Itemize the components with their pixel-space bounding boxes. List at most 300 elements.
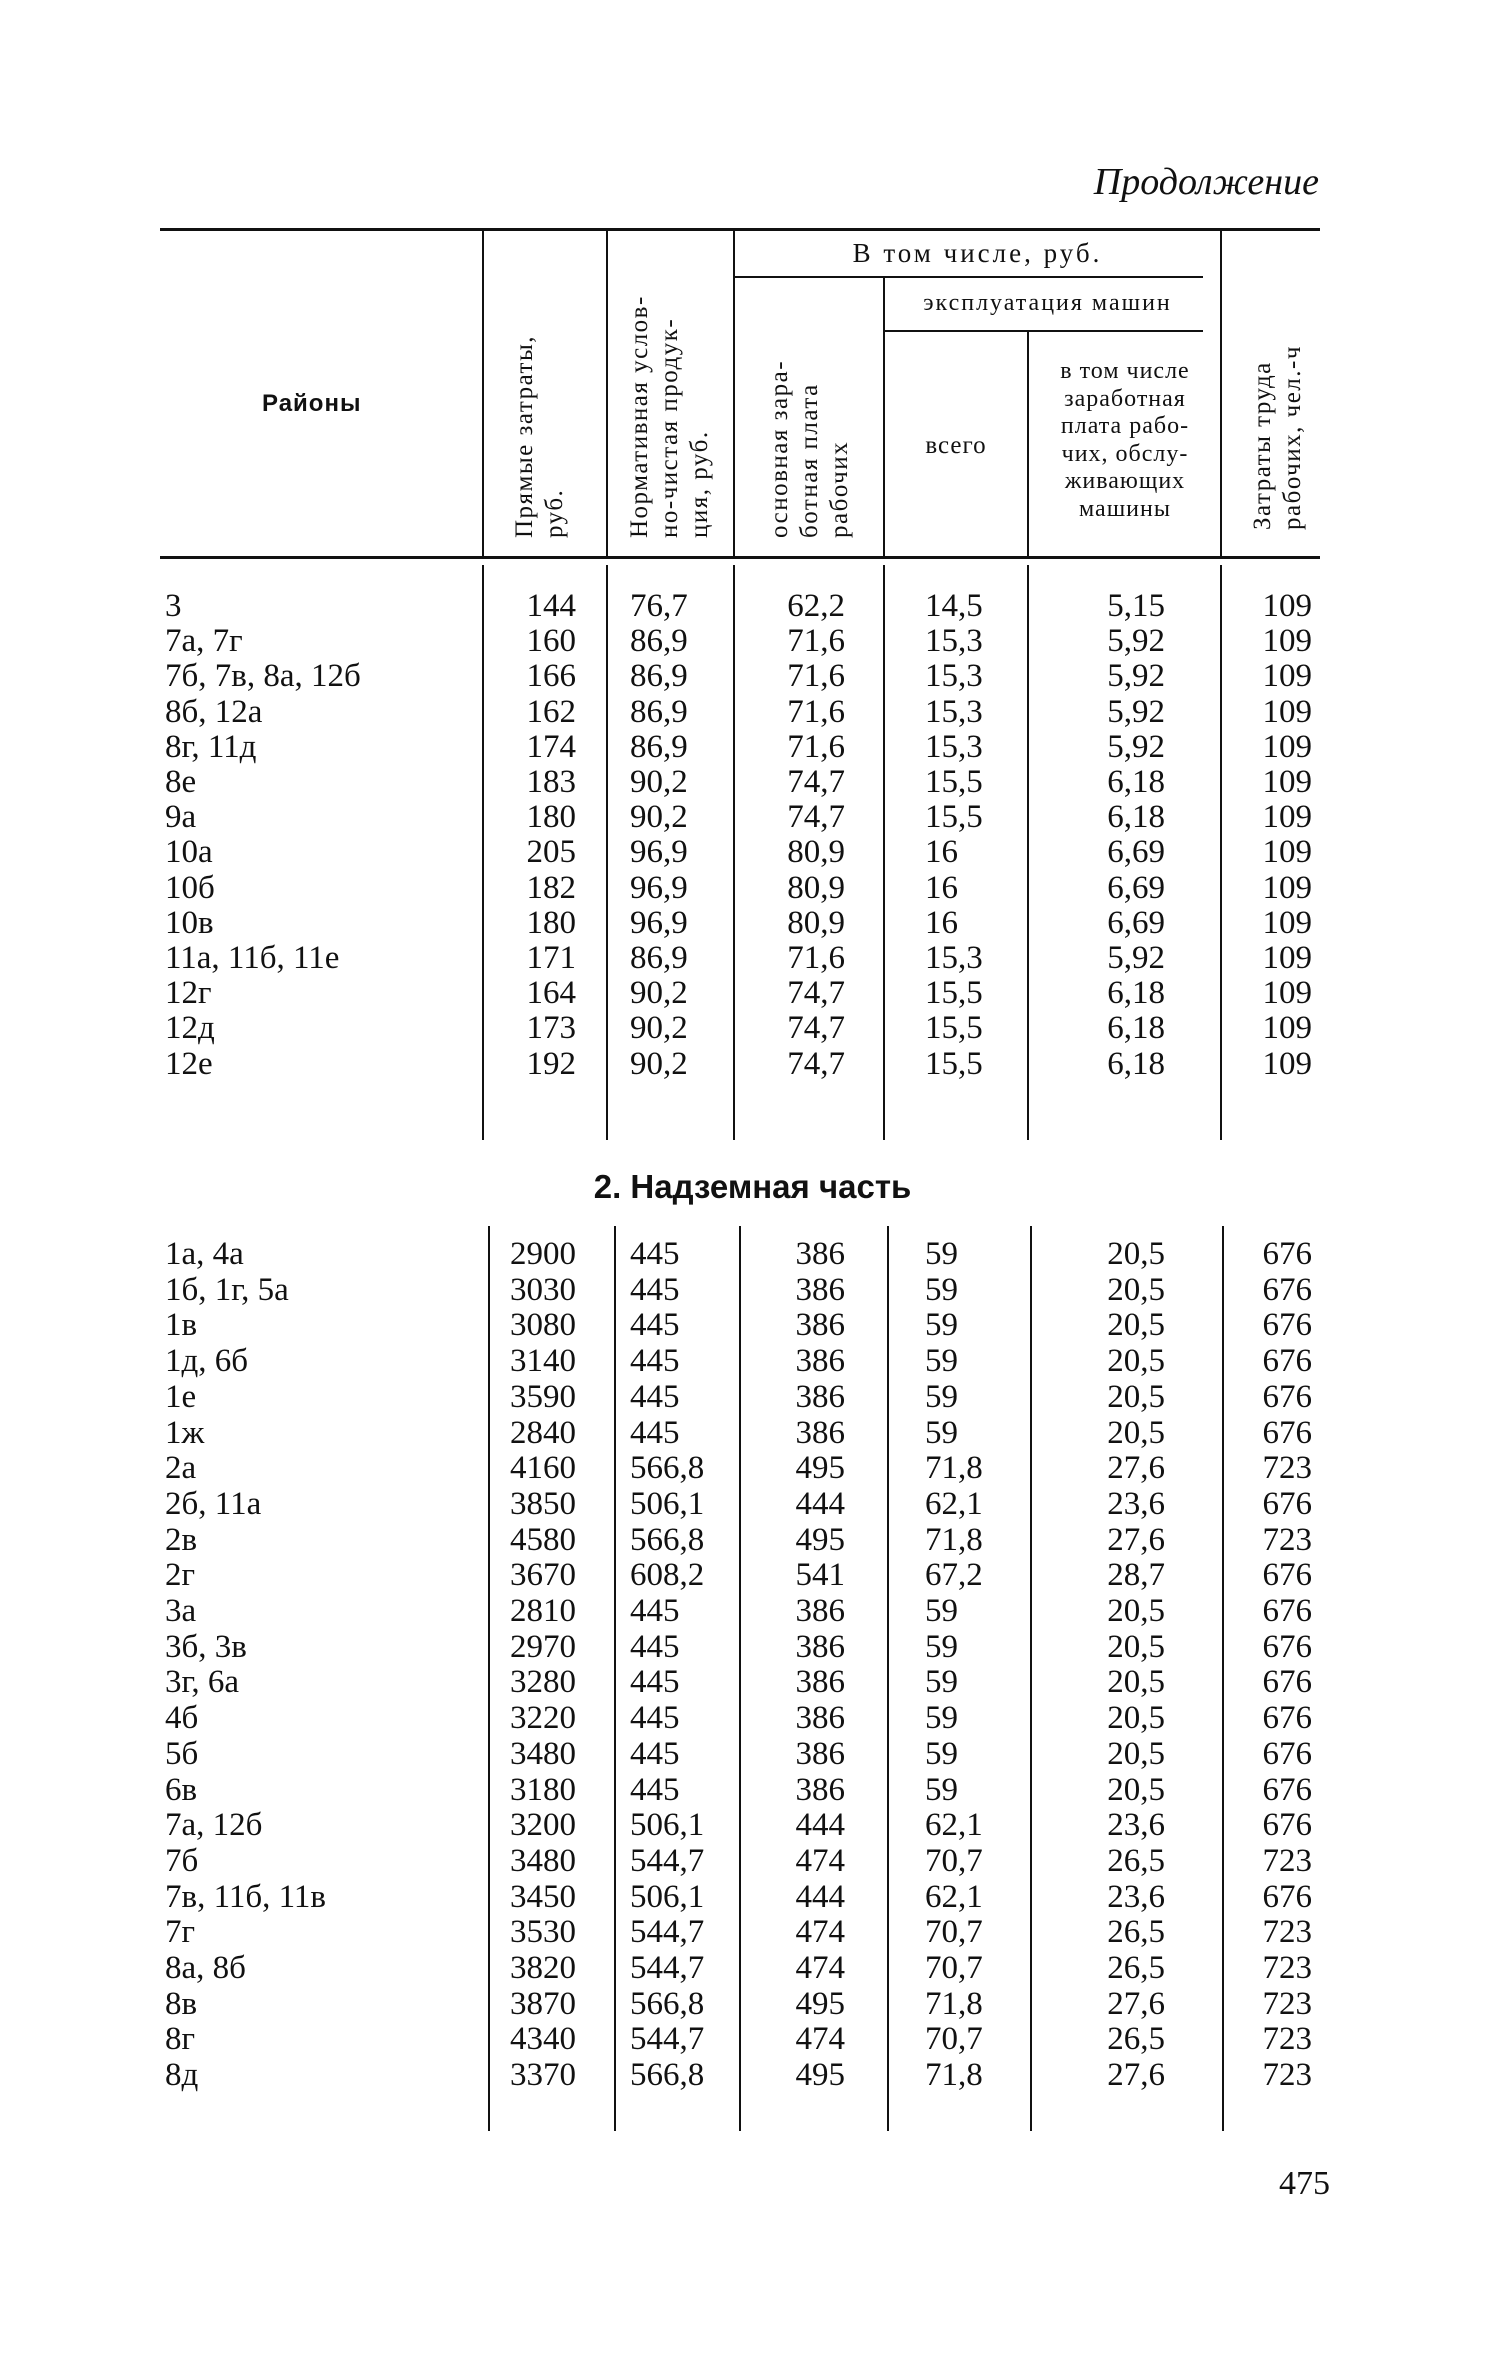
direct-costs-cell: 3820 bbox=[510, 1950, 576, 1986]
machine-total-cell: 59 bbox=[925, 1414, 958, 1451]
operator-wage-cell: 27,6 bbox=[1107, 1521, 1165, 1558]
labor-costs-cell: 109 bbox=[1262, 623, 1312, 660]
operator-wage-cell: 26,5 bbox=[1107, 1950, 1165, 1986]
base-wage-cell: 386 bbox=[795, 1378, 845, 1415]
direct-costs-cell: 3220 bbox=[510, 1700, 576, 1737]
direct-costs-cell: 3370 bbox=[510, 2057, 576, 2094]
direct-costs-cell: 162 bbox=[526, 693, 576, 730]
direct-costs-cell: 182 bbox=[526, 869, 576, 906]
base-wage-cell: 74,7 bbox=[787, 1010, 845, 1047]
normative-output-cell: 445 bbox=[630, 1664, 680, 1701]
normative-output-cell: 445 bbox=[630, 1271, 680, 1308]
labor-costs-cell: 676 bbox=[1262, 1878, 1312, 1915]
labor-costs-cell: 109 bbox=[1262, 764, 1312, 800]
region-cell: 1б, 1г, 5а bbox=[165, 1271, 289, 1308]
region-cell: 7б bbox=[165, 1842, 199, 1879]
base-wage-cell: 74,7 bbox=[787, 764, 845, 800]
operator-wage-cell: 23,6 bbox=[1107, 1878, 1165, 1915]
region-cell: 12д bbox=[165, 1010, 215, 1047]
table-row bbox=[0, 1808, 1505, 1843]
normative-output-cell: 544,7 bbox=[630, 1914, 705, 1951]
table-row bbox=[0, 1558, 1505, 1593]
machine-total-cell: 16 bbox=[925, 834, 958, 871]
labor-costs-cell: 109 bbox=[1262, 799, 1312, 836]
normative-output-cell: 445 bbox=[630, 1593, 680, 1629]
labor-costs-cell: 723 bbox=[1262, 2057, 1312, 2094]
machine-total-cell: 59 bbox=[925, 1735, 958, 1772]
normative-output-cell: 96,9 bbox=[630, 834, 688, 871]
header-base-wage: основная зара- ботная плата рабочих bbox=[766, 359, 853, 538]
region-cell: 10в bbox=[165, 904, 214, 941]
machine-total-cell: 15,3 bbox=[925, 728, 983, 765]
base-wage-cell: 444 bbox=[795, 1807, 845, 1844]
operator-wage-cell: 5,92 bbox=[1107, 658, 1165, 695]
region-cell: 11а, 11б, 11е bbox=[165, 940, 340, 976]
operator-wage-cell: 5,92 bbox=[1107, 728, 1165, 765]
base-wage-cell: 386 bbox=[795, 1735, 845, 1772]
direct-costs-cell: 3590 bbox=[510, 1378, 576, 1415]
region-cell: 10а bbox=[165, 834, 213, 871]
table-row bbox=[0, 1523, 1505, 1558]
region-cell: 1е bbox=[165, 1378, 197, 1415]
table-row bbox=[0, 871, 1505, 906]
labor-costs-cell: 723 bbox=[1262, 2021, 1312, 2058]
labor-costs-cell: 676 bbox=[1262, 1664, 1312, 1701]
direct-costs-cell: 4580 bbox=[510, 1521, 576, 1558]
labor-costs-cell: 109 bbox=[1262, 1010, 1312, 1047]
direct-costs-cell: 3200 bbox=[510, 1807, 576, 1844]
normative-output-cell: 86,9 bbox=[630, 940, 688, 976]
machine-total-cell: 15,3 bbox=[925, 623, 983, 660]
region-cell: 8г bbox=[165, 2021, 196, 2058]
labor-costs-cell: 676 bbox=[1262, 1485, 1312, 1522]
normative-output-cell: 566,8 bbox=[630, 1985, 705, 2022]
header-regions: Районы bbox=[262, 390, 362, 417]
base-wage-cell: 71,6 bbox=[787, 728, 845, 765]
base-wage-cell: 386 bbox=[795, 1700, 845, 1737]
labor-costs-cell: 109 bbox=[1262, 904, 1312, 941]
machine-total-cell: 62,1 bbox=[925, 1878, 983, 1915]
normative-output-cell: 445 bbox=[630, 1628, 680, 1665]
normative-output-cell: 445 bbox=[630, 1236, 680, 1272]
labor-costs-cell: 109 bbox=[1262, 834, 1312, 871]
table-row bbox=[0, 2022, 1505, 2057]
operator-wage-cell: 6,69 bbox=[1107, 834, 1165, 871]
header-bottom-rule bbox=[160, 556, 1320, 559]
table-row bbox=[0, 906, 1505, 941]
machine-total-cell: 59 bbox=[925, 1593, 958, 1629]
machine-total-cell: 15,5 bbox=[925, 1010, 983, 1047]
labor-costs-cell: 109 bbox=[1262, 658, 1312, 695]
operator-wage-cell: 6,18 bbox=[1107, 764, 1165, 800]
table-row bbox=[0, 695, 1505, 730]
base-wage-cell: 444 bbox=[795, 1878, 845, 1915]
direct-costs-cell: 2900 bbox=[510, 1236, 576, 1272]
direct-costs-cell: 3280 bbox=[510, 1664, 576, 1701]
region-cell: 12е bbox=[165, 1045, 213, 1082]
direct-costs-cell: 164 bbox=[526, 975, 576, 1012]
direct-costs-cell: 3030 bbox=[510, 1271, 576, 1308]
base-wage-cell: 495 bbox=[795, 1450, 845, 1487]
base-wage-cell: 495 bbox=[795, 1985, 845, 2022]
table-row bbox=[0, 1594, 1505, 1629]
machine-total-cell: 14,5 bbox=[925, 588, 983, 624]
region-cell: 9а bbox=[165, 799, 197, 836]
direct-costs-cell: 192 bbox=[526, 1045, 576, 1082]
base-wage-cell: 386 bbox=[795, 1236, 845, 1272]
table-row bbox=[0, 730, 1505, 765]
normative-output-cell: 506,1 bbox=[630, 1878, 705, 1915]
direct-costs-cell: 3140 bbox=[510, 1343, 576, 1380]
base-wage-cell: 386 bbox=[795, 1414, 845, 1451]
operator-wage-cell: 20,5 bbox=[1107, 1307, 1165, 1344]
machine-total-cell: 59 bbox=[925, 1236, 958, 1272]
normative-output-cell: 86,9 bbox=[630, 728, 688, 765]
operator-wage-cell: 20,5 bbox=[1107, 1628, 1165, 1665]
table-row bbox=[0, 1416, 1505, 1451]
region-cell: 8г, 11д bbox=[165, 728, 257, 765]
machine-total-cell: 15,5 bbox=[925, 764, 983, 800]
normative-output-cell: 90,2 bbox=[630, 1010, 688, 1047]
region-cell: 3г, 6а bbox=[165, 1664, 239, 1701]
normative-output-cell: 90,2 bbox=[630, 975, 688, 1012]
operator-wage-cell: 5,15 bbox=[1107, 588, 1165, 624]
operator-wage-cell: 23,6 bbox=[1107, 1807, 1165, 1844]
region-cell: 3б, 3в bbox=[165, 1628, 247, 1665]
region-cell: 7а, 7г bbox=[165, 623, 243, 660]
operator-wage-cell: 20,5 bbox=[1107, 1271, 1165, 1308]
header-direct-costs: Прямые затраты, руб. bbox=[511, 335, 568, 538]
table-row bbox=[0, 800, 1505, 835]
direct-costs-cell: 160 bbox=[526, 623, 576, 660]
normative-output-cell: 445 bbox=[630, 1343, 680, 1380]
labor-costs-cell: 109 bbox=[1262, 728, 1312, 765]
machine-total-cell: 15,5 bbox=[925, 1045, 983, 1082]
table-row bbox=[0, 1047, 1505, 1082]
table-row bbox=[0, 1737, 1505, 1772]
region-cell: 5б bbox=[165, 1735, 199, 1772]
operator-wage-cell: 6,18 bbox=[1107, 1010, 1165, 1047]
region-cell: 7б, 7в, 8а, 12б bbox=[165, 658, 361, 695]
machine-total-cell: 15,5 bbox=[925, 799, 983, 836]
base-wage-cell: 386 bbox=[795, 1628, 845, 1665]
header-total: всего bbox=[925, 432, 987, 459]
table-row bbox=[0, 835, 1505, 870]
base-wage-cell: 386 bbox=[795, 1307, 845, 1344]
normative-output-cell: 90,2 bbox=[630, 799, 688, 836]
direct-costs-cell: 3180 bbox=[510, 1771, 576, 1808]
table-row bbox=[0, 1237, 1505, 1272]
operator-wage-cell: 5,92 bbox=[1107, 623, 1165, 660]
table-row bbox=[0, 1630, 1505, 1665]
machine-total-cell: 67,2 bbox=[925, 1557, 983, 1594]
region-cell: 3 bbox=[165, 588, 182, 624]
normative-output-cell: 506,1 bbox=[630, 1807, 705, 1844]
labor-costs-cell: 676 bbox=[1262, 1807, 1312, 1844]
region-cell: 10б bbox=[165, 869, 215, 906]
header-vline-6 bbox=[1220, 230, 1222, 558]
operator-wage-cell: 6,18 bbox=[1107, 1045, 1165, 1082]
direct-costs-cell: 171 bbox=[526, 940, 576, 976]
base-wage-cell: 71,6 bbox=[787, 693, 845, 730]
page-number: 475 bbox=[1279, 2165, 1330, 2202]
header-normative-output: Нормативная услов- но-чистая продук- ция, руб. bbox=[626, 295, 713, 538]
region-cell: 7в, 11б, 11в bbox=[165, 1878, 327, 1915]
labor-costs-cell: 723 bbox=[1262, 1914, 1312, 1951]
labor-costs-cell: 723 bbox=[1262, 1521, 1312, 1558]
header-including: В том числе, руб. bbox=[852, 238, 1103, 268]
table-row bbox=[0, 1344, 1505, 1379]
region-cell: 2б, 11а bbox=[165, 1485, 262, 1522]
operator-wage-cell: 6,69 bbox=[1107, 904, 1165, 941]
base-wage-cell: 71,6 bbox=[787, 940, 845, 976]
region-cell: 7г bbox=[165, 1914, 196, 1951]
operator-wage-cell: 26,5 bbox=[1107, 1914, 1165, 1951]
base-wage-cell: 71,6 bbox=[787, 623, 845, 660]
direct-costs-cell: 183 bbox=[526, 764, 576, 800]
normative-output-cell: 608,2 bbox=[630, 1557, 705, 1594]
machine-total-cell: 59 bbox=[925, 1664, 958, 1701]
direct-costs-cell: 3480 bbox=[510, 1735, 576, 1772]
table-row bbox=[0, 976, 1505, 1011]
base-wage-cell: 80,9 bbox=[787, 834, 845, 871]
labor-costs-cell: 676 bbox=[1262, 1735, 1312, 1772]
table-row bbox=[0, 2058, 1505, 2093]
operator-wage-cell: 20,5 bbox=[1107, 1700, 1165, 1737]
labor-costs-cell: 676 bbox=[1262, 1771, 1312, 1808]
region-cell: 1в bbox=[165, 1307, 198, 1344]
labor-costs-cell: 109 bbox=[1262, 975, 1312, 1012]
region-cell: 2а bbox=[165, 1450, 197, 1487]
base-wage-cell: 74,7 bbox=[787, 799, 845, 836]
direct-costs-cell: 173 bbox=[526, 1010, 576, 1047]
labor-costs-cell: 109 bbox=[1262, 693, 1312, 730]
region-cell: 2г bbox=[165, 1557, 196, 1594]
labor-costs-cell: 676 bbox=[1262, 1236, 1312, 1272]
labor-costs-cell: 109 bbox=[1262, 588, 1312, 624]
region-cell: 8д bbox=[165, 2057, 199, 2094]
table-row bbox=[0, 1880, 1505, 1915]
operator-wage-cell: 20,5 bbox=[1107, 1593, 1165, 1629]
direct-costs-cell: 205 bbox=[526, 834, 576, 871]
region-cell: 8е bbox=[165, 764, 197, 800]
labor-costs-cell: 109 bbox=[1262, 940, 1312, 976]
normative-output-cell: 96,9 bbox=[630, 869, 688, 906]
labor-costs-cell: 723 bbox=[1262, 1985, 1312, 2022]
direct-costs-cell: 3850 bbox=[510, 1485, 576, 1522]
machine-total-cell: 59 bbox=[925, 1378, 958, 1415]
machine-total-cell: 59 bbox=[925, 1271, 958, 1308]
direct-costs-cell: 174 bbox=[526, 728, 576, 765]
direct-costs-cell: 2810 bbox=[510, 1593, 576, 1629]
machine-total-cell: 59 bbox=[925, 1771, 958, 1808]
base-wage-cell: 386 bbox=[795, 1593, 845, 1629]
machine-total-cell: 70,7 bbox=[925, 2021, 983, 2058]
region-cell: 6в bbox=[165, 1771, 198, 1808]
operator-wage-cell: 28,7 bbox=[1107, 1557, 1165, 1594]
base-wage-cell: 495 bbox=[795, 2057, 845, 2094]
table-row bbox=[0, 1773, 1505, 1808]
base-wage-cell: 74,7 bbox=[787, 975, 845, 1012]
normative-output-cell: 544,7 bbox=[630, 2021, 705, 2058]
machine-total-cell: 59 bbox=[925, 1700, 958, 1737]
operator-wage-cell: 20,5 bbox=[1107, 1735, 1165, 1772]
labor-costs-cell: 723 bbox=[1262, 1950, 1312, 1986]
operator-wage-cell: 20,5 bbox=[1107, 1771, 1165, 1808]
machine-total-cell: 70,7 bbox=[925, 1950, 983, 1986]
base-wage-cell: 541 bbox=[795, 1557, 845, 1594]
machine-total-cell: 71,8 bbox=[925, 1985, 983, 2022]
region-cell: 8а, 8б bbox=[165, 1950, 246, 1986]
direct-costs-cell: 2970 bbox=[510, 1628, 576, 1665]
direct-costs-cell: 4340 bbox=[510, 2021, 576, 2058]
machine-total-cell: 15,3 bbox=[925, 693, 983, 730]
labor-costs-cell: 676 bbox=[1262, 1414, 1312, 1451]
operator-wage-cell: 20,5 bbox=[1107, 1343, 1165, 1380]
labor-costs-cell: 676 bbox=[1262, 1271, 1312, 1308]
machine-operation-rule bbox=[885, 330, 1203, 332]
base-wage-cell: 62,2 bbox=[787, 588, 845, 624]
header-vline-3 bbox=[733, 230, 735, 558]
labor-costs-cell: 723 bbox=[1262, 1450, 1312, 1487]
machine-total-cell: 71,8 bbox=[925, 1450, 983, 1487]
table-row bbox=[0, 1701, 1505, 1736]
direct-costs-cell: 180 bbox=[526, 799, 576, 836]
machine-total-cell: 15,5 bbox=[925, 975, 983, 1012]
header-vline-2 bbox=[606, 230, 608, 558]
operator-wage-cell: 26,5 bbox=[1107, 1842, 1165, 1879]
table-row bbox=[0, 1665, 1505, 1700]
operator-wage-cell: 27,6 bbox=[1107, 1450, 1165, 1487]
operator-wage-cell: 20,5 bbox=[1107, 1414, 1165, 1451]
operator-wage-cell: 23,6 bbox=[1107, 1485, 1165, 1522]
operator-wage-cell: 27,6 bbox=[1107, 2057, 1165, 2094]
table-row bbox=[0, 1844, 1505, 1879]
operator-wage-cell: 6,69 bbox=[1107, 869, 1165, 906]
region-cell: 4б bbox=[165, 1700, 199, 1737]
direct-costs-cell: 2840 bbox=[510, 1414, 576, 1451]
machine-total-cell: 71,8 bbox=[925, 1521, 983, 1558]
region-cell: 1д, 6б bbox=[165, 1343, 249, 1380]
machine-total-cell: 16 bbox=[925, 869, 958, 906]
labor-costs-cell: 676 bbox=[1262, 1307, 1312, 1344]
table-row bbox=[0, 1915, 1505, 1950]
table-row bbox=[0, 1308, 1505, 1343]
labor-costs-cell: 676 bbox=[1262, 1343, 1312, 1380]
region-cell: 7а, 12б bbox=[165, 1807, 263, 1844]
machine-total-cell: 59 bbox=[925, 1628, 958, 1665]
normative-output-cell: 90,2 bbox=[630, 1045, 688, 1082]
table-row bbox=[0, 1451, 1505, 1486]
operator-wage-cell: 20,5 bbox=[1107, 1664, 1165, 1701]
normative-output-cell: 445 bbox=[630, 1307, 680, 1344]
operator-wage-cell: 26,5 bbox=[1107, 2021, 1165, 2058]
base-wage-cell: 80,9 bbox=[787, 904, 845, 941]
table-row bbox=[0, 1951, 1505, 1986]
normative-output-cell: 86,9 bbox=[630, 658, 688, 695]
machine-total-cell: 15,3 bbox=[925, 658, 983, 695]
table-row bbox=[0, 589, 1505, 624]
normative-output-cell: 566,8 bbox=[630, 2057, 705, 2094]
base-wage-cell: 386 bbox=[795, 1771, 845, 1808]
direct-costs-cell: 166 bbox=[526, 658, 576, 695]
header-vline-4 bbox=[883, 278, 885, 558]
base-wage-cell: 386 bbox=[795, 1343, 845, 1380]
machine-total-cell: 62,1 bbox=[925, 1485, 983, 1522]
machine-total-cell: 59 bbox=[925, 1307, 958, 1344]
table-row bbox=[0, 765, 1505, 800]
direct-costs-cell: 180 bbox=[526, 904, 576, 941]
table-row bbox=[0, 1380, 1505, 1415]
direct-costs-cell: 3450 bbox=[510, 1878, 576, 1915]
header-operator-wage: в том числе заработная плата рабо- чих, обслу- живающих машины bbox=[1060, 358, 1190, 522]
base-wage-cell: 80,9 bbox=[787, 869, 845, 906]
normative-output-cell: 566,8 bbox=[630, 1521, 705, 1558]
direct-costs-cell: 3530 bbox=[510, 1914, 576, 1951]
table-row bbox=[0, 659, 1505, 694]
header-vline-5 bbox=[1027, 332, 1029, 558]
header-labor-costs: Затраты труда рабочих, чел.-ч bbox=[1249, 345, 1306, 530]
base-wage-cell: 71,6 bbox=[787, 658, 845, 695]
region-cell: 2в bbox=[165, 1521, 198, 1558]
operator-wage-cell: 20,5 bbox=[1107, 1378, 1165, 1415]
header-vline-1 bbox=[482, 230, 484, 558]
operator-wage-cell: 27,6 bbox=[1107, 1985, 1165, 2022]
operator-wage-cell: 5,92 bbox=[1107, 693, 1165, 730]
base-wage-cell: 474 bbox=[795, 2021, 845, 2058]
region-cell: 12г bbox=[165, 975, 212, 1012]
section-2-title: 2. Надземная часть bbox=[593, 1168, 912, 1205]
region-cell: 8б, 12а bbox=[165, 693, 263, 730]
region-cell: 3а bbox=[165, 1593, 197, 1629]
base-wage-cell: 495 bbox=[795, 1521, 845, 1558]
direct-costs-cell: 3480 bbox=[510, 1842, 576, 1879]
operator-wage-cell: 6,18 bbox=[1107, 975, 1165, 1012]
table-row bbox=[0, 1011, 1505, 1046]
normative-output-cell: 96,9 bbox=[630, 904, 688, 941]
region-cell: 1а, 4а bbox=[165, 1236, 244, 1272]
base-wage-cell: 74,7 bbox=[787, 1045, 845, 1082]
machine-total-cell: 15,3 bbox=[925, 940, 983, 976]
labor-costs-cell: 676 bbox=[1262, 1557, 1312, 1594]
normative-output-cell: 86,9 bbox=[630, 623, 688, 660]
region-cell: 8в bbox=[165, 1985, 198, 2022]
continued-label: Продолжение bbox=[1093, 161, 1319, 203]
normative-output-cell: 445 bbox=[630, 1414, 680, 1451]
region-cell: 1ж bbox=[165, 1414, 205, 1451]
base-wage-cell: 386 bbox=[795, 1271, 845, 1308]
table-top-rule bbox=[160, 228, 1320, 231]
operator-wage-cell: 6,18 bbox=[1107, 799, 1165, 836]
labor-costs-cell: 676 bbox=[1262, 1628, 1312, 1665]
header-machine-operation: эксплуатация машин bbox=[923, 290, 1172, 316]
labor-costs-cell: 676 bbox=[1262, 1700, 1312, 1737]
normative-output-cell: 86,9 bbox=[630, 693, 688, 730]
normative-output-cell: 506,1 bbox=[630, 1485, 705, 1522]
machine-total-cell: 59 bbox=[925, 1343, 958, 1380]
labor-costs-cell: 676 bbox=[1262, 1378, 1312, 1415]
base-wage-cell: 444 bbox=[795, 1485, 845, 1522]
normative-output-cell: 445 bbox=[630, 1735, 680, 1772]
normative-output-cell: 544,7 bbox=[630, 1950, 705, 1986]
operator-wage-cell: 20,5 bbox=[1107, 1236, 1165, 1272]
labor-costs-cell: 723 bbox=[1262, 1842, 1312, 1879]
normative-output-cell: 445 bbox=[630, 1378, 680, 1415]
normative-output-cell: 90,2 bbox=[630, 764, 688, 800]
table-row bbox=[0, 624, 1505, 659]
machine-total-cell: 62,1 bbox=[925, 1807, 983, 1844]
table-row bbox=[0, 941, 1505, 976]
